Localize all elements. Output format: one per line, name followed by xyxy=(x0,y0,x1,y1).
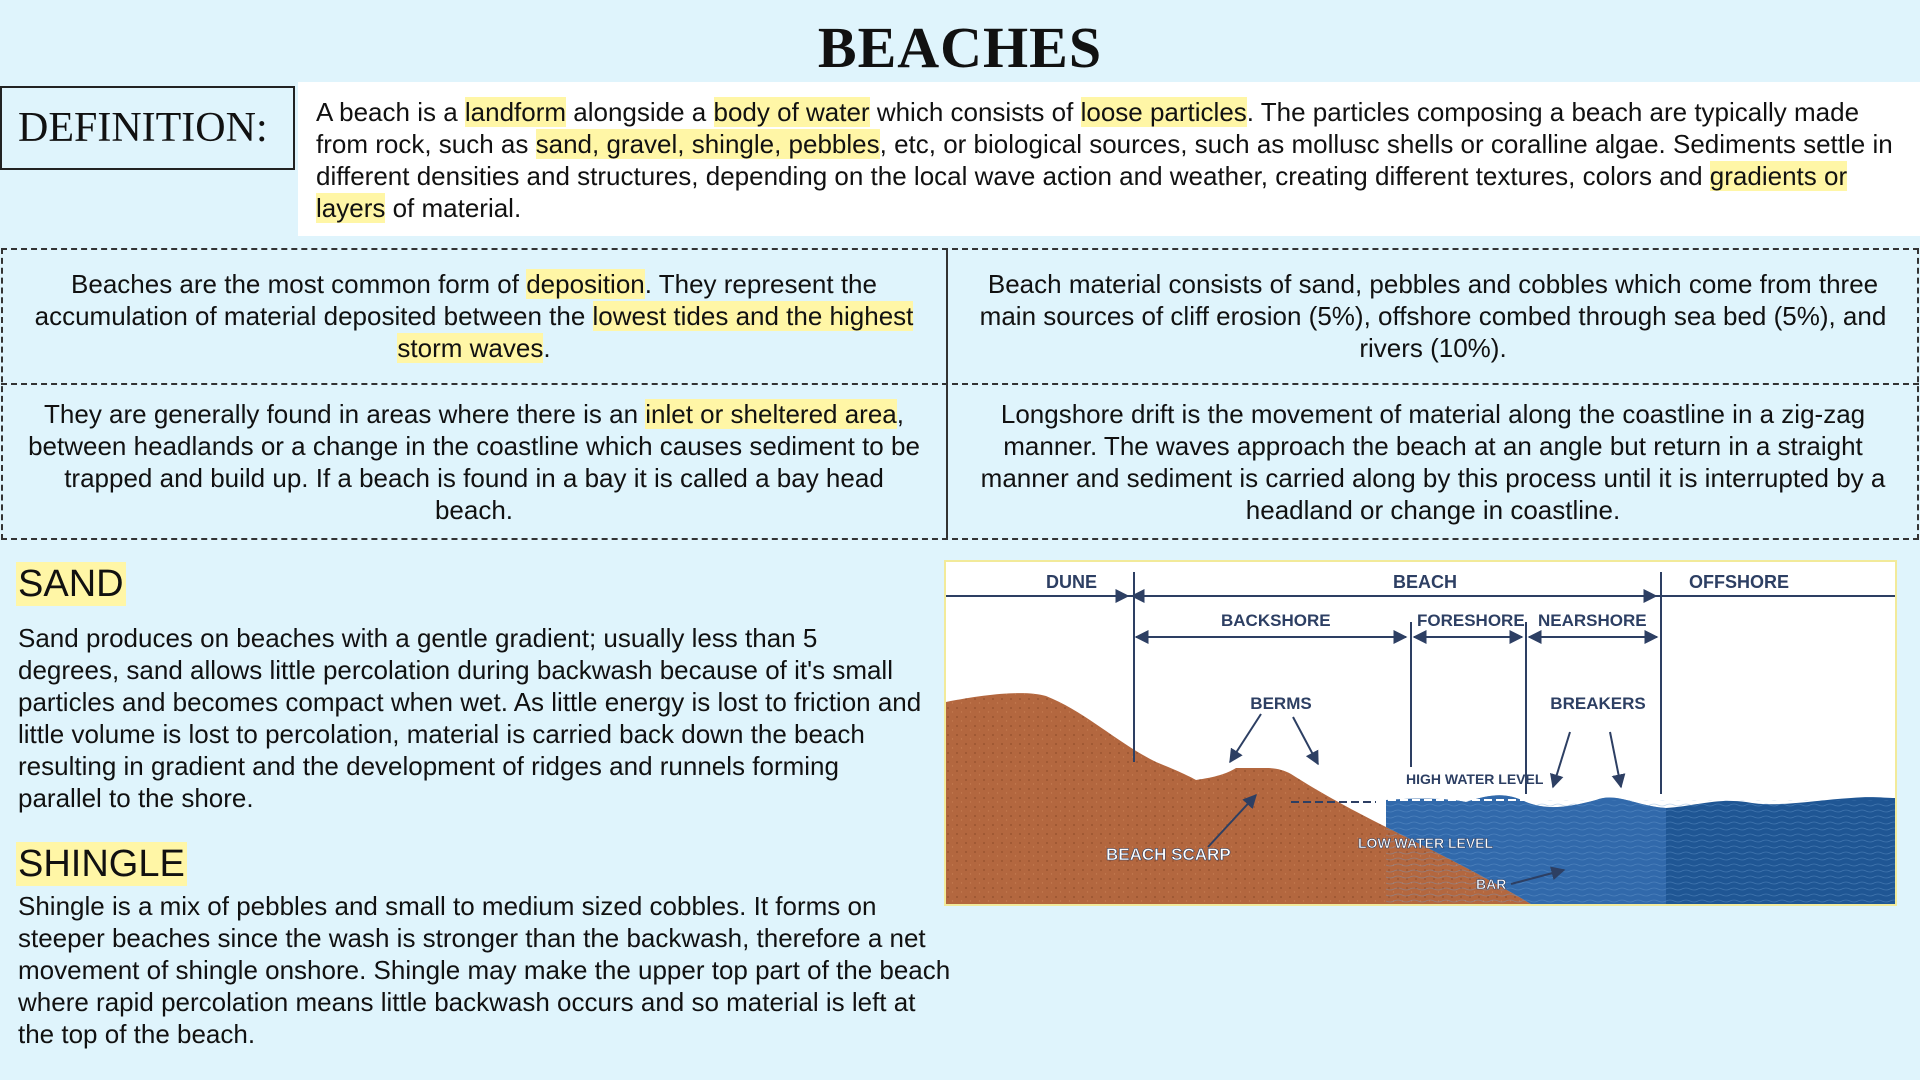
text-segment: , between headlands or a change in the coastline which causes sediment to be trapped and build up. If a beach is found in a bay it is called a bay head beach. xyxy=(28,399,920,525)
text-segment: , etc, or biological sources, such as mollusc shells or coralline algae. Sediments settle in different densities and structures, depending on the local wave action and weather, creating different textures, colors and xyxy=(316,129,1893,191)
highlighted-term: lowest tides and the highest storm waves xyxy=(397,301,914,363)
backshore-label: BACKSHORE xyxy=(1221,611,1331,630)
foreshore-label: FORESHORE xyxy=(1417,611,1525,630)
text-segment: alongside a xyxy=(566,97,714,127)
highlighted-term: inlet or sheltered area xyxy=(645,399,897,429)
highlighted-term: gradients or layers xyxy=(316,161,1848,223)
text-segment: Beaches are the most common form of xyxy=(71,269,527,299)
breakers-label: BREAKERS xyxy=(1550,694,1646,713)
text-segment: . They represent the accumulation of material deposited between the xyxy=(34,269,877,331)
text-segment: . xyxy=(543,333,551,363)
beach-label: BEACH xyxy=(1393,572,1458,592)
highlighted-term: sand, gravel, shingle, pebbles xyxy=(535,129,880,159)
grid-horizontal-divider xyxy=(1,383,1919,385)
highlighted-term: body of water xyxy=(713,97,870,127)
text-segment: which consists of xyxy=(869,97,1081,127)
dune-label: DUNE xyxy=(1046,572,1098,592)
offshore-label: OFFSHORE xyxy=(1689,572,1790,592)
text-segment: They are generally found in areas where there is an xyxy=(44,399,646,429)
beach-scarp-label: BEACH SCARP xyxy=(1106,845,1231,864)
text-segment: Longshore drift is the movement of material along the coastline in a zig-zag manner. The waves approach the beach at an angle but return in a straight manner and sediment is carried along by this process until it is interrupted by a headland or change in coastline. xyxy=(980,399,1886,525)
highlighted-term: loose particles xyxy=(1080,97,1247,127)
nearshore-label: NEARSHORE xyxy=(1538,611,1647,630)
shingle-heading: SHINGLE xyxy=(18,843,185,885)
beach-profile-diagram xyxy=(944,560,1897,906)
location-cell xyxy=(4,386,944,538)
text-segment: Beach material consists of sand, pebbles and cobbles which come from three main sources of cliff erosion (5%), offshore combed through sea bed (5%), and rivers (10%). xyxy=(979,269,1887,363)
material-cell xyxy=(950,251,1916,381)
highlighted-term: deposition xyxy=(526,269,645,299)
definition-text xyxy=(298,82,1920,236)
grid-vertical-divider xyxy=(946,248,948,540)
definition-label: DEFINITION: xyxy=(0,86,295,170)
berms-label: BERMS xyxy=(1250,694,1312,713)
deposition-cell xyxy=(4,251,944,381)
low-water-label: LOW WATER LEVEL xyxy=(1358,835,1494,851)
highlighted-term: landform xyxy=(464,97,567,127)
longshore-cell xyxy=(950,386,1916,538)
deposition-text xyxy=(24,268,924,364)
bar-label: BAR xyxy=(1476,876,1507,892)
page-title: BEACHES xyxy=(817,15,1103,80)
sand-heading: SAND xyxy=(18,563,124,605)
material-text xyxy=(970,268,1896,364)
location-text xyxy=(24,398,924,526)
text-segment: A beach is a xyxy=(316,97,465,127)
high-water-label: HIGH WATER LEVEL xyxy=(1406,771,1544,787)
text-segment: . The particles composing a beach are typically made from rock, such as xyxy=(316,97,1860,159)
shingle-body: Shingle is a mix of pebbles and small to medium sized cobbles. It forms on steeper beaches since the wash is stronger than the backwash, therefore a net movement of shingle onshore. Shingle may make the upper top part of the beach where rapid percolation means little backwash occurs and so material is left at the top of the beach. xyxy=(18,891,951,1049)
sand-body: Sand produces on beaches with a gentle gradient; usually less than 5 degrees, sand allows little percolation during backwash because of it's small particles and becomes compact when wet. As little energy is lost to friction and little volume is lost to percolation, material is carried back down the beach resulting in gradient and the development of ridges and runnels forming parallel to the shore. xyxy=(18,623,922,813)
text-segment: of material. xyxy=(385,193,522,223)
longshore-text xyxy=(970,398,1896,526)
